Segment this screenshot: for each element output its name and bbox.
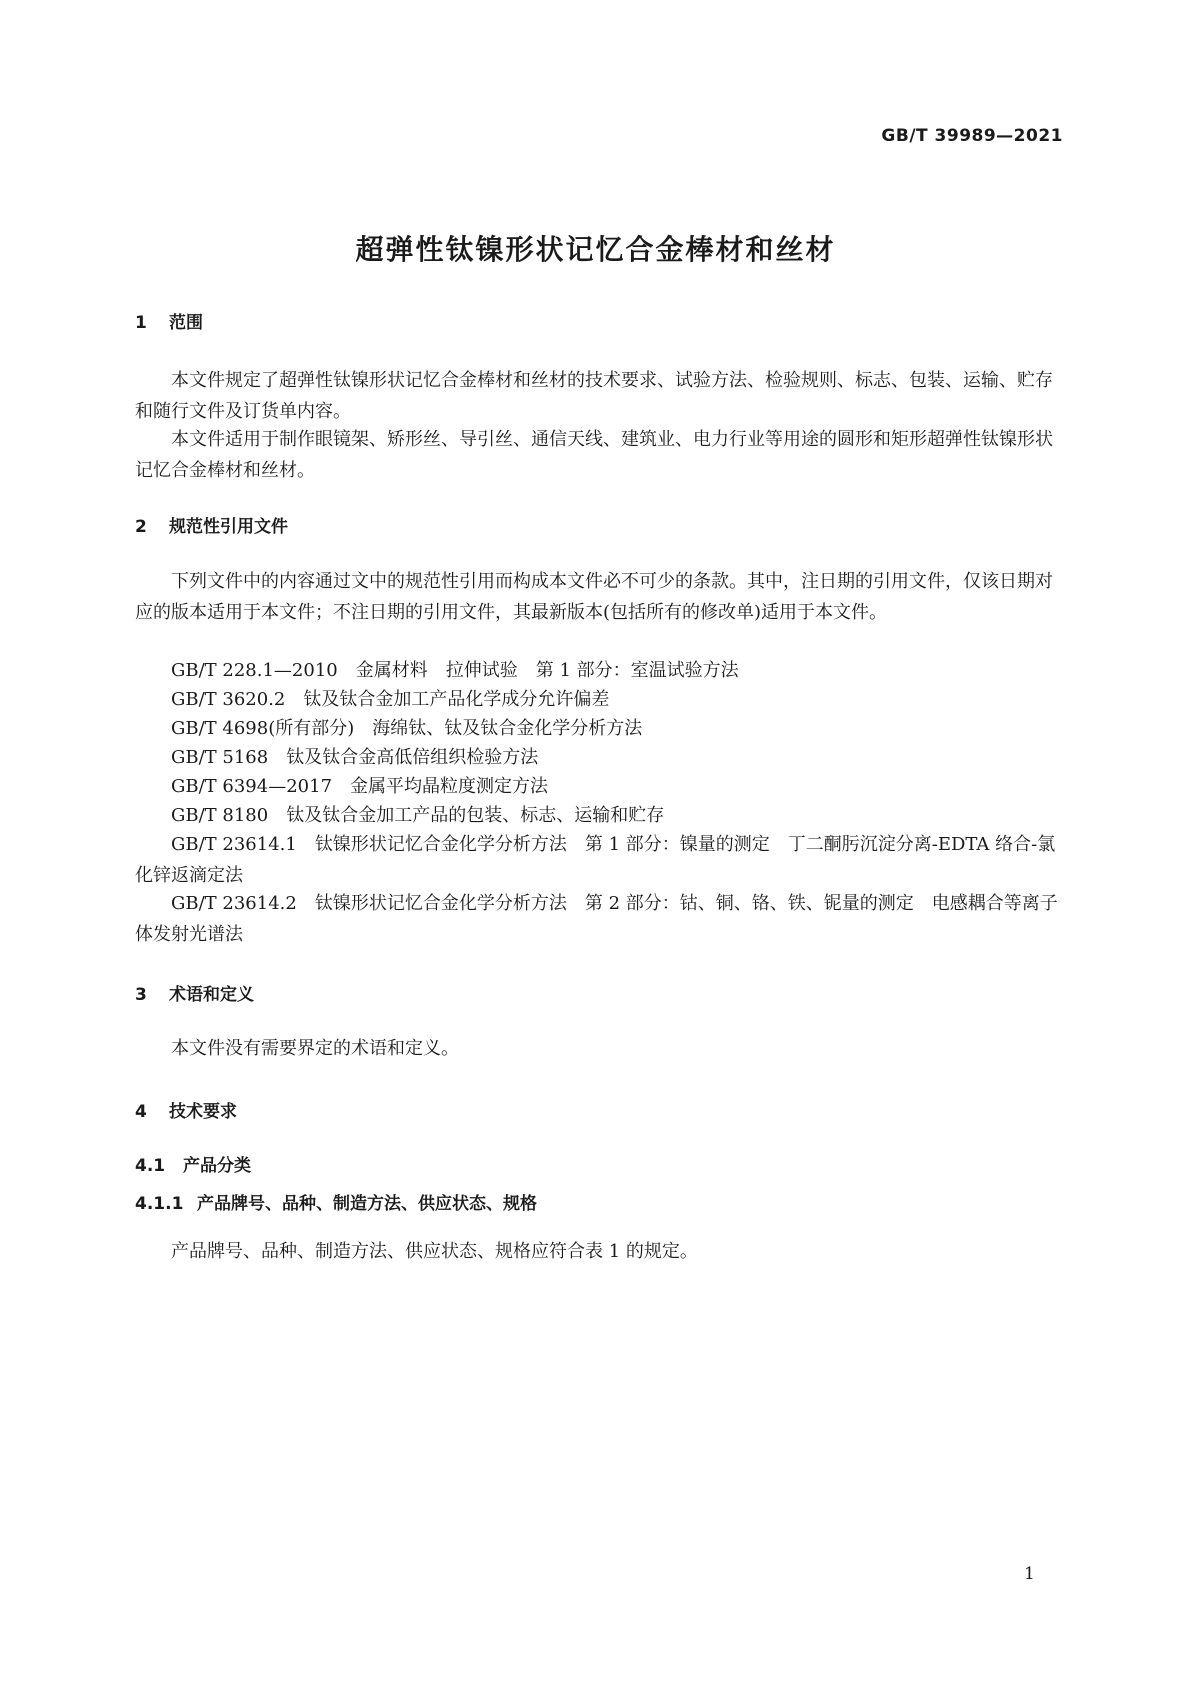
- reference-item: [135, 713, 1065, 744]
- section-number: 4.1.1: [135, 1194, 184, 1214]
- section-number: 4: [135, 1102, 147, 1122]
- reference-item: [135, 829, 1065, 891]
- section-1-heading: [135, 308, 203, 333]
- reference-code: GB/T 8180: [171, 805, 269, 826]
- reference-title: 钛及钛合金高低倍组织检验方法: [286, 747, 539, 768]
- section-title: 技术要求: [169, 1102, 237, 1122]
- section-title: 规范性引用文件: [169, 517, 288, 537]
- section-title: 产品分类: [183, 1156, 251, 1176]
- reference-title: 海绵钛、钛及钛合金化学分析方法: [372, 718, 643, 739]
- section-3-heading: [135, 980, 254, 1005]
- section-number: 1: [135, 313, 147, 333]
- section-number: 3: [135, 985, 147, 1005]
- reference-title: 钛镍形状记忆合金化学分析方法 第 2 部分：钴、铜、铬、铁、铌量的测定 电感耦合等离子体发射光谱法: [135, 893, 1058, 945]
- reference-item: [135, 888, 1065, 950]
- reference-code: GB/T 5168: [171, 747, 269, 768]
- reference-title: 钛镍形状记忆合金化学分析方法 第 1 部分：镍量的测定 丁二酮肟沉淀分离-EDTA 络合-氯化锌返滴定法: [135, 834, 1056, 886]
- section-title: 产品牌号、品种、制造方法、供应状态、规格: [197, 1194, 537, 1214]
- reference-code: GB/T 228.1—2010: [171, 660, 338, 681]
- reference-title: 金属材料 拉伸试验 第 1 部分：室温试验方法: [355, 660, 739, 681]
- reference-code: GB/T 3620.2: [171, 689, 286, 710]
- reference-code: GB/T 4698(所有部分): [171, 718, 355, 739]
- standard-code: GB/T 39989—2021: [881, 126, 1063, 146]
- section-title: 范围: [169, 313, 203, 333]
- reference-item: [135, 742, 1065, 773]
- section-number: 4.1: [135, 1156, 166, 1176]
- paragraph: 本文件没有需要界定的术语和定义。: [171, 1038, 459, 1059]
- reference-code: GB/T 23614.1: [171, 834, 297, 855]
- section-4-heading: [135, 1097, 237, 1122]
- section-title: 术语和定义: [169, 985, 254, 1005]
- paragraph: 产品牌号、品种、制造方法、供应状态、规格应符合表 1 的规定。: [171, 1241, 698, 1262]
- section-number: 2: [135, 517, 147, 537]
- paragraph: 本文件规定了超弹性钛镍形状记忆合金棒材和丝材的技术要求、试验方法、检验规则、标志、包装、运输、贮存和随行文件及订货单内容。: [135, 370, 1053, 422]
- reference-item: [135, 800, 1065, 831]
- paragraph: 本文件适用于制作眼镜架、矫形丝、导引丝、通信天线、建筑业、电力行业等用途的圆形和矩形超弹性钛镍形状记忆合金棒材和丝材。: [135, 429, 1053, 481]
- reference-code: GB/T 6394—2017: [171, 776, 333, 797]
- section-4-1-heading: [135, 1151, 251, 1176]
- section-4-1-1-heading: [135, 1189, 537, 1214]
- reference-item: [135, 771, 1065, 802]
- reference-title: 金属平均晶粒度测定方法: [350, 776, 549, 797]
- section-2-heading: [135, 512, 288, 537]
- document-title: 超弹性钛镍形状记忆合金棒材和丝材: [355, 233, 836, 266]
- reference-item: [135, 684, 1065, 715]
- reference-code: GB/T 23614.2: [171, 893, 297, 914]
- reference-title: 钛及钛合金加工产品的包装、标志、运输和贮存: [286, 805, 665, 826]
- paragraph: 下列文件中的内容通过文中的规范性引用而构成本文件必不可少的条款。其中，注日期的引用文件，仅该日期对应的版本适用于本文件；不注日期的引用文件，其最新版本(包括所有的修改单)适用于本文件。: [135, 571, 1053, 623]
- reference-item: [135, 655, 1065, 686]
- page-number: 1: [1024, 1564, 1035, 1584]
- reference-title: 钛及钛合金加工产品化学成分允许偏差: [303, 689, 610, 710]
